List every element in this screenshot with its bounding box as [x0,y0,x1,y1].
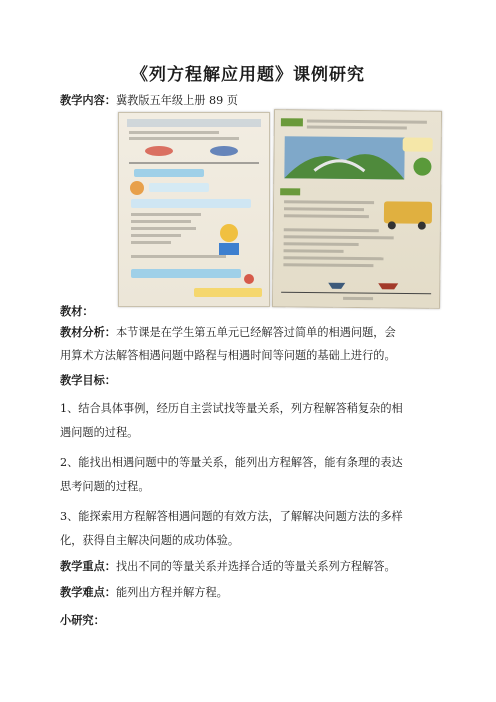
goal-2-line-a: 2、能找出相遇问题中的等量关系，能列出方程解答，能有条理的表达 [60,456,403,469]
difficulty-line [60,584,450,601]
material-label: 教材： [60,304,94,318]
goals-heading [60,372,450,389]
content-label: 教学内容： [60,93,116,107]
study-label: 小研究： [60,613,105,627]
goal-1-line-b: 遇问题的过程。 [60,426,139,439]
textbook-page-illustration-left [119,113,269,306]
material-line [60,303,450,320]
goal-1-line-a: 1、结合具体事例，经历自主尝试找等量关系，列方程解答稍复杂的相 [60,402,403,415]
textbook-photo-right [272,109,442,309]
goal-3-line-a: 3、能探索用方程解答相遇问题的有效方法，了解解决问题方法的多样 [60,510,403,523]
analysis-line-2 [60,348,450,364]
textbook-page-illustration-right [273,110,441,308]
key-label: 教学重点： [60,559,116,573]
textbook-photos [118,110,438,307]
key-text: 找出不同的等量关系并选择合适的等量关系列方程解答。 [115,560,396,573]
textbook-photo-left [118,112,270,307]
goal-2-line-b: 思考问题的过程。 [60,480,150,493]
key-point-line [60,558,450,575]
analysis-text-2: 用算术方法解答相遇问题中路程与相遇时间等问题的基础上进行的。 [60,349,396,362]
goals-label: 教学目标： [60,373,116,387]
study-line [60,612,450,629]
goal-3-line-b: 化，获得自主解决问题的成功体验。 [60,534,240,547]
content-line [60,92,450,109]
difficulty-text: 能列出方程并解方程。 [115,586,228,599]
analysis-line-1 [60,324,450,341]
analysis-text-1: 本节课是在学生第五单元已经解答过简单的相遇问题，会 [115,326,396,339]
content-text: 冀教版五年级上册 89 页 [115,94,238,107]
difficulty-label: 教学难点： [60,585,116,599]
page-title: 《列方程解应用题》课例研究 [131,65,365,85]
analysis-label: 教材分析： [60,325,116,339]
